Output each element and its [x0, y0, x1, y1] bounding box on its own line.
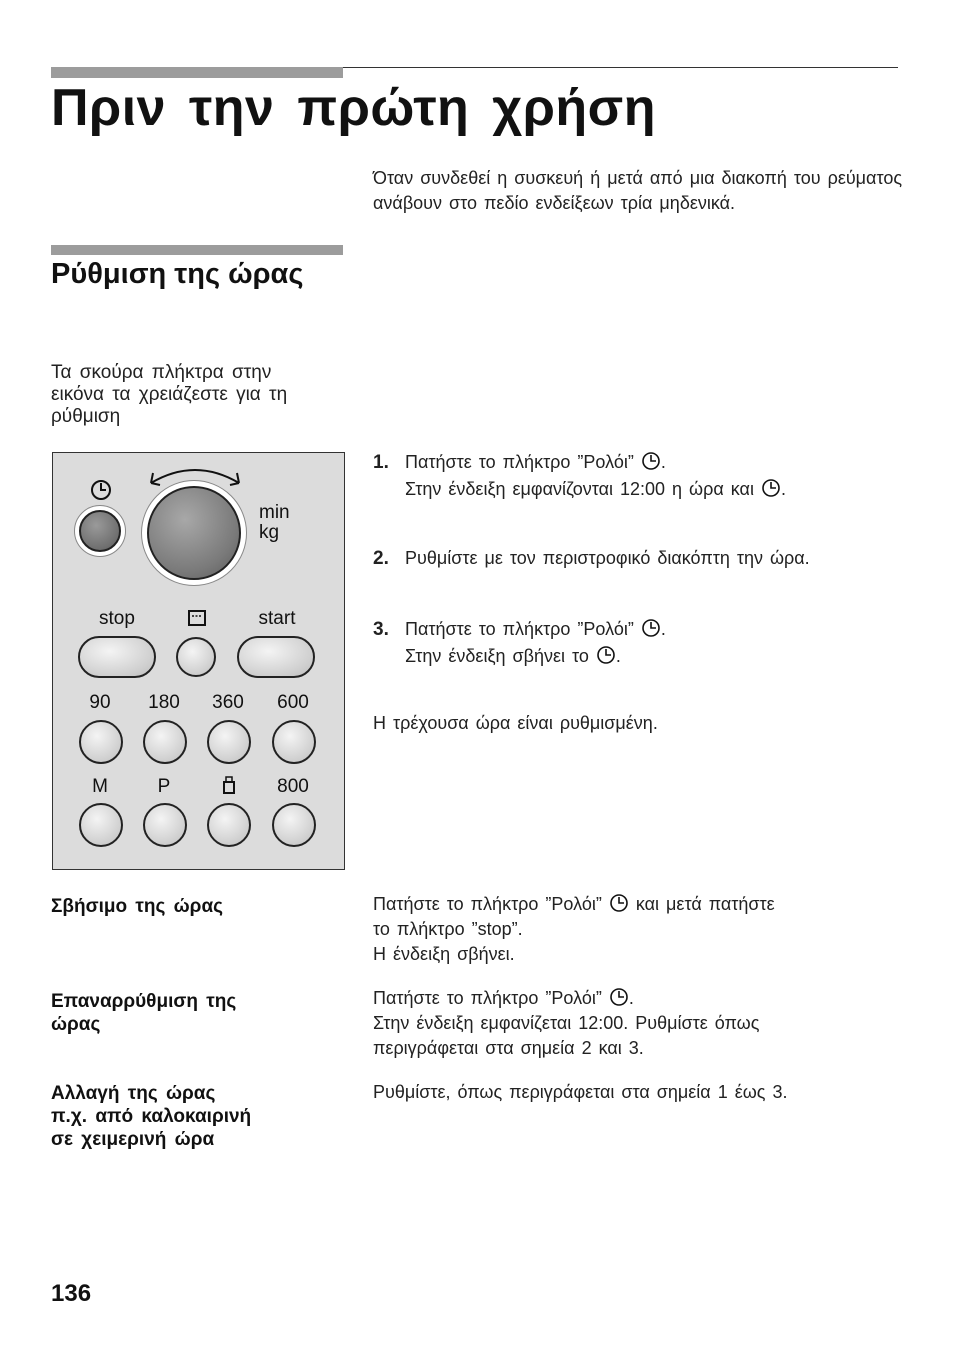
text-span: .	[628, 988, 634, 1008]
step-text-end: .	[615, 646, 621, 666]
dial-label-kg: kg	[259, 522, 280, 543]
power-button-180[interactable]	[143, 720, 187, 764]
step-text-end: .	[780, 479, 786, 499]
power-button-90[interactable]	[79, 720, 123, 764]
control-panel-illustration	[52, 452, 345, 870]
step-number: 3.	[373, 619, 389, 640]
power-button-600[interactable]	[272, 720, 316, 764]
start-label: start	[258, 608, 296, 629]
text-span: και μετά πατήστε	[635, 894, 775, 914]
memory-label: M	[92, 776, 108, 797]
reset-time-text	[373, 986, 893, 1061]
dst-change-text: Ρυθμίστε, όπως περιγράφεται στα σημεία 1 έως 3.	[373, 1082, 788, 1102]
step-3	[373, 616, 913, 669]
stop-button[interactable]	[78, 636, 156, 678]
power-button-360[interactable]	[207, 720, 251, 764]
header-rule	[343, 67, 898, 68]
defrost-button[interactable]	[207, 803, 251, 847]
heading-line: Αλλαγή της ώρας	[51, 1083, 216, 1104]
step-text-end: .	[660, 619, 666, 639]
step-text-end: .	[660, 452, 666, 472]
power-button-800[interactable]	[272, 803, 316, 847]
heading-line: ώρας	[51, 1014, 101, 1035]
start-button[interactable]	[237, 636, 315, 678]
program-button[interactable]	[143, 803, 187, 847]
text-line: Η ένδειξη σβήνει.	[373, 944, 515, 964]
dial-label-min: min	[259, 502, 290, 523]
power-label-180: 180	[148, 692, 180, 713]
step-text: Ρυθμίστε με τον περιστροφικό διακόπτη την ώρα.	[405, 548, 810, 568]
memory-button[interactable]	[79, 803, 123, 847]
dst-change-heading	[51, 1082, 341, 1151]
clear-time-text	[373, 892, 893, 967]
page-number: 136	[51, 1280, 92, 1307]
section-title: Ρύθμιση της ώρας	[51, 258, 304, 290]
power-label-800: 800	[277, 776, 309, 797]
section-accent-bar	[51, 245, 343, 255]
oven-light-button[interactable]	[176, 637, 216, 677]
text-span: Πατήστε το πλήκτρο ”Ρολόι”	[373, 894, 602, 914]
program-label: P	[157, 776, 171, 797]
stop-label: stop	[99, 608, 135, 629]
clock-button[interactable]	[74, 505, 126, 557]
step-text: Στην ένδειξη εμφανίζονται 12:00 η ώρα και	[405, 479, 754, 499]
clear-time-heading: Σβήσιμο της ώρας	[51, 896, 223, 917]
text-span: Πατήστε το πλήκτρο ”Ρολόι”	[373, 988, 602, 1008]
step-text: Πατήστε το πλήκτρο ”Ρολόι”	[405, 619, 634, 639]
heading-line: π.χ. από καλοκαιρινή	[51, 1106, 252, 1127]
text-line: το πλήκτρο ”stop”.	[373, 919, 523, 939]
clock-icon	[90, 479, 112, 501]
clock-icon	[761, 478, 781, 498]
heading-line: σε χειμερινή ώρα	[51, 1129, 215, 1150]
rotary-knob[interactable]	[141, 480, 247, 586]
step-text: Πατήστε το πλήκτρο ”Ρολόι”	[405, 452, 634, 472]
step-number: 1.	[373, 452, 389, 473]
page-title: Πριν την πρώτη χρήση	[51, 79, 656, 137]
step-number: 2.	[373, 548, 389, 569]
step-1	[373, 449, 913, 502]
text-line: περιγράφεται στα σημεία 2 και 3.	[373, 1038, 644, 1058]
power-label-600: 600	[277, 692, 309, 713]
reset-time-heading	[51, 990, 341, 1036]
defrost-icon	[220, 775, 238, 795]
hint-text: Τα σκούρα πλήκτρα στην εικόνα τα χρειάζεστε για τη ρύθμιση	[51, 362, 288, 427]
clock-icon	[609, 987, 629, 1007]
text-line: Στην ένδειξη εμφανίζεται 12:00. Ρυθμίστε όπως	[373, 1013, 760, 1033]
clock-icon	[641, 618, 661, 638]
step-text: Στην ένδειξη σβήνει το	[405, 646, 589, 666]
heading-line: Επαναρρύθμιση της	[51, 991, 237, 1012]
step-2	[373, 545, 913, 572]
intro-text: Όταν συνδεθεί η συσκευή ή μετά από μια διακοπή του ρεύματος ανάβουν στο πεδίο ενδείξεων τρία μηδενικά.	[373, 168, 903, 213]
header-accent-bar	[51, 67, 343, 78]
status-text: Η τρέχουσα ώρα είναι ρυθμισμένη.	[373, 713, 658, 733]
power-label-90: 90	[89, 692, 111, 713]
clock-icon	[596, 645, 616, 665]
power-label-360: 360	[212, 692, 244, 713]
clock-icon	[641, 451, 661, 471]
oven-light-icon	[187, 609, 207, 627]
clock-icon	[609, 893, 629, 913]
